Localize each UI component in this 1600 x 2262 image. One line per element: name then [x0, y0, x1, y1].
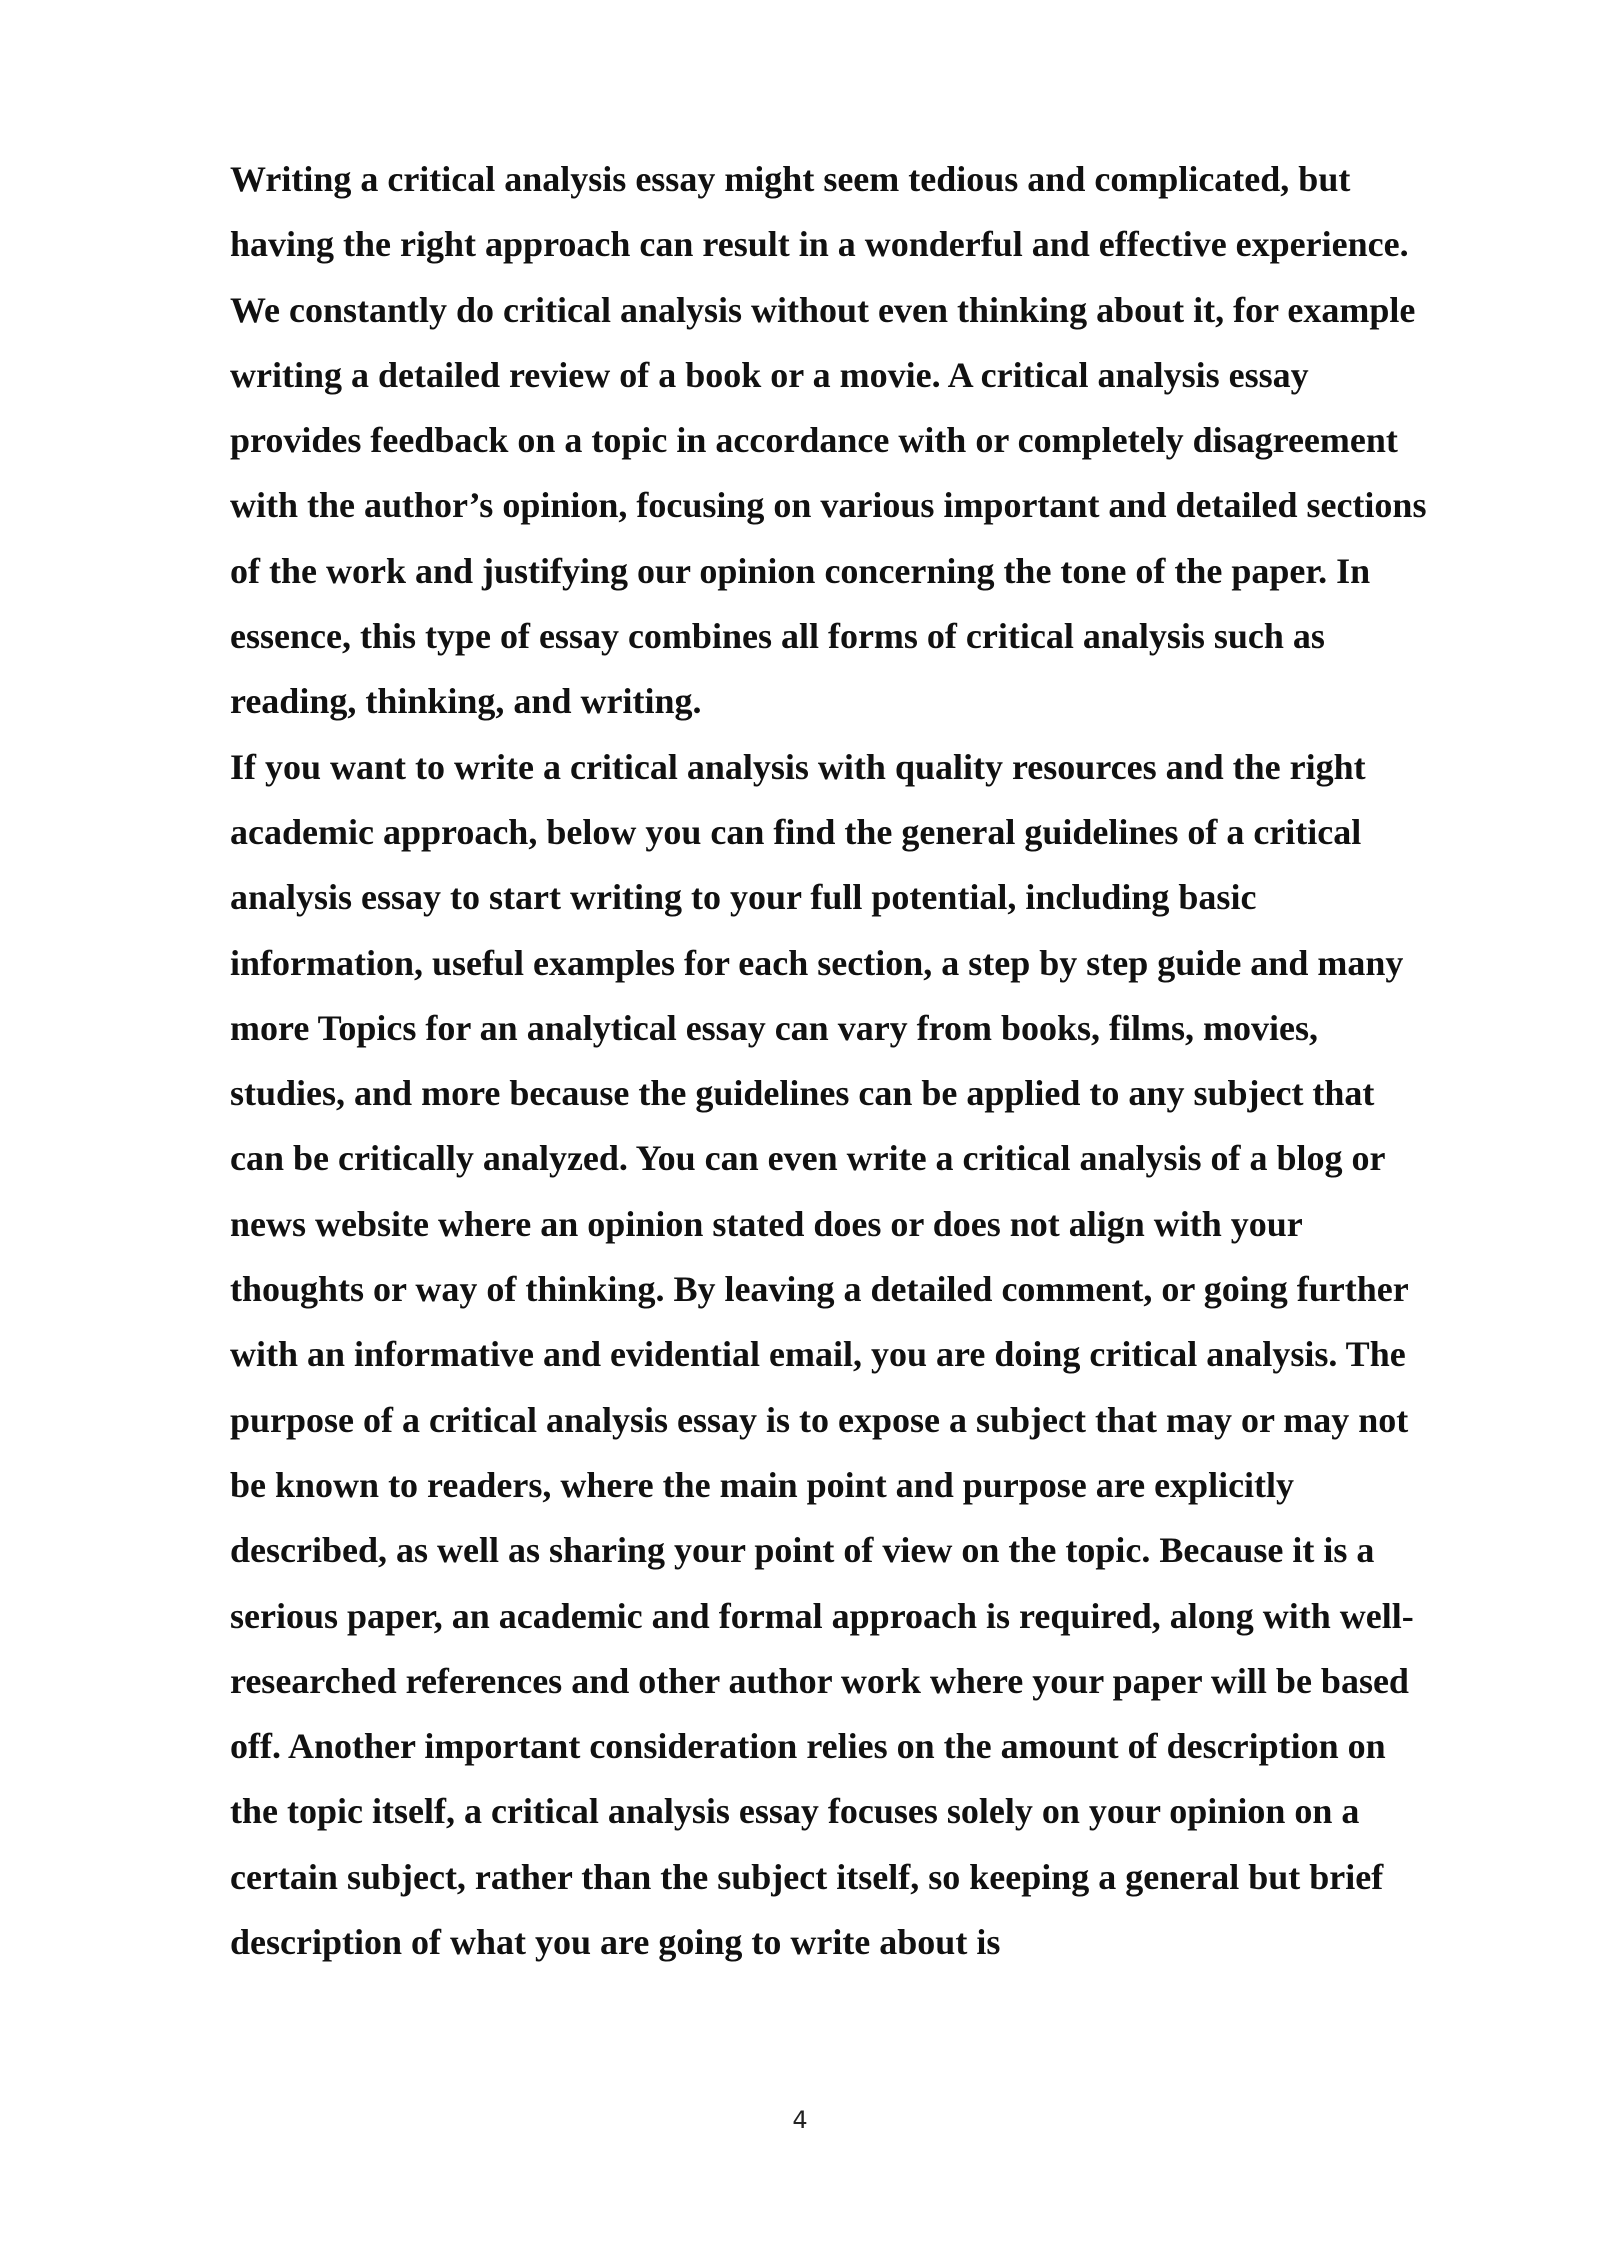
text-line: with an informative and evidential email, you are doing critical analysis. The — [230, 1334, 1406, 1375]
text-line: academic approach, below you can find the general guidelines of a critical — [230, 811, 1362, 852]
text-line: off. Another important consideration relies on the amount of description on — [230, 1726, 1386, 1767]
text-line: with the author’s opinion, focusing on various important and detailed sections — [230, 485, 1427, 526]
text-line: having the right approach can result in a wonderful and effective experience. — [230, 224, 1409, 265]
text-line: serious paper, an academic and formal approach is required, along with well- — [230, 1595, 1414, 1636]
text-line: writing a detailed review of a book or a movie. A critical analysis essay — [230, 354, 1309, 395]
text-line: be known to readers, where the main point and purpose are explicitly — [230, 1464, 1295, 1505]
text-line: reading, thinking, and writing. — [230, 681, 702, 722]
text-line: the topic itself, a critical analysis essay focuses solely on your opinion on a — [230, 1791, 1360, 1832]
text-line: Writing a critical analysis essay might seem tedious and complicated, but — [230, 159, 1351, 199]
text-line: researched references and other author work where your paper will be based — [230, 1660, 1409, 1701]
text-line: analysis essay to start writing to your full potential, including basic — [230, 877, 1257, 918]
text-line: can be critically analyzed. You can even write a critical analysis of a blog or — [230, 1138, 1386, 1179]
text-line: thoughts or way of thinking. By leaving a detailed comment, or going further — [230, 1269, 1409, 1310]
text-line: essence, this type of essay combines all forms of critical analysis such as — [230, 616, 1325, 657]
text-line: studies, and more because the guidelines can be applied to any subject that — [230, 1073, 1375, 1114]
text-line: provides feedback on a topic in accordance with or completely disagreement — [230, 420, 1398, 461]
text-line: information, useful examples for each section, a step by step guide and many — [230, 942, 1404, 983]
text-line: described, as well as sharing your point of view on the topic. Because it is a — [230, 1530, 1375, 1571]
text-line: We constantly do critical analysis without even thinking about it, for example — [230, 289, 1416, 330]
text-line: If you want to write a critical analysis with quality resources and the right — [230, 746, 1366, 787]
text-line: certain subject, rather than the subject itself, so keeping a general but brief — [230, 1856, 1384, 1897]
text-line: description of what you are going to write about is — [230, 1922, 1001, 1963]
text-line: news website where an opinion stated does or does not align with your — [230, 1203, 1303, 1244]
text-line: purpose of a critical analysis essay is to expose a subject that may or may not — [230, 1399, 1409, 1440]
text-line: more Topics for an analytical essay can vary from books, films, movies, — [230, 1007, 1318, 1048]
body-text — [230, 147, 1490, 1975]
page-number: 4 — [792, 2106, 808, 2134]
text-line: of the work and justifying our opinion concerning the tone of the paper. In — [230, 550, 1371, 591]
